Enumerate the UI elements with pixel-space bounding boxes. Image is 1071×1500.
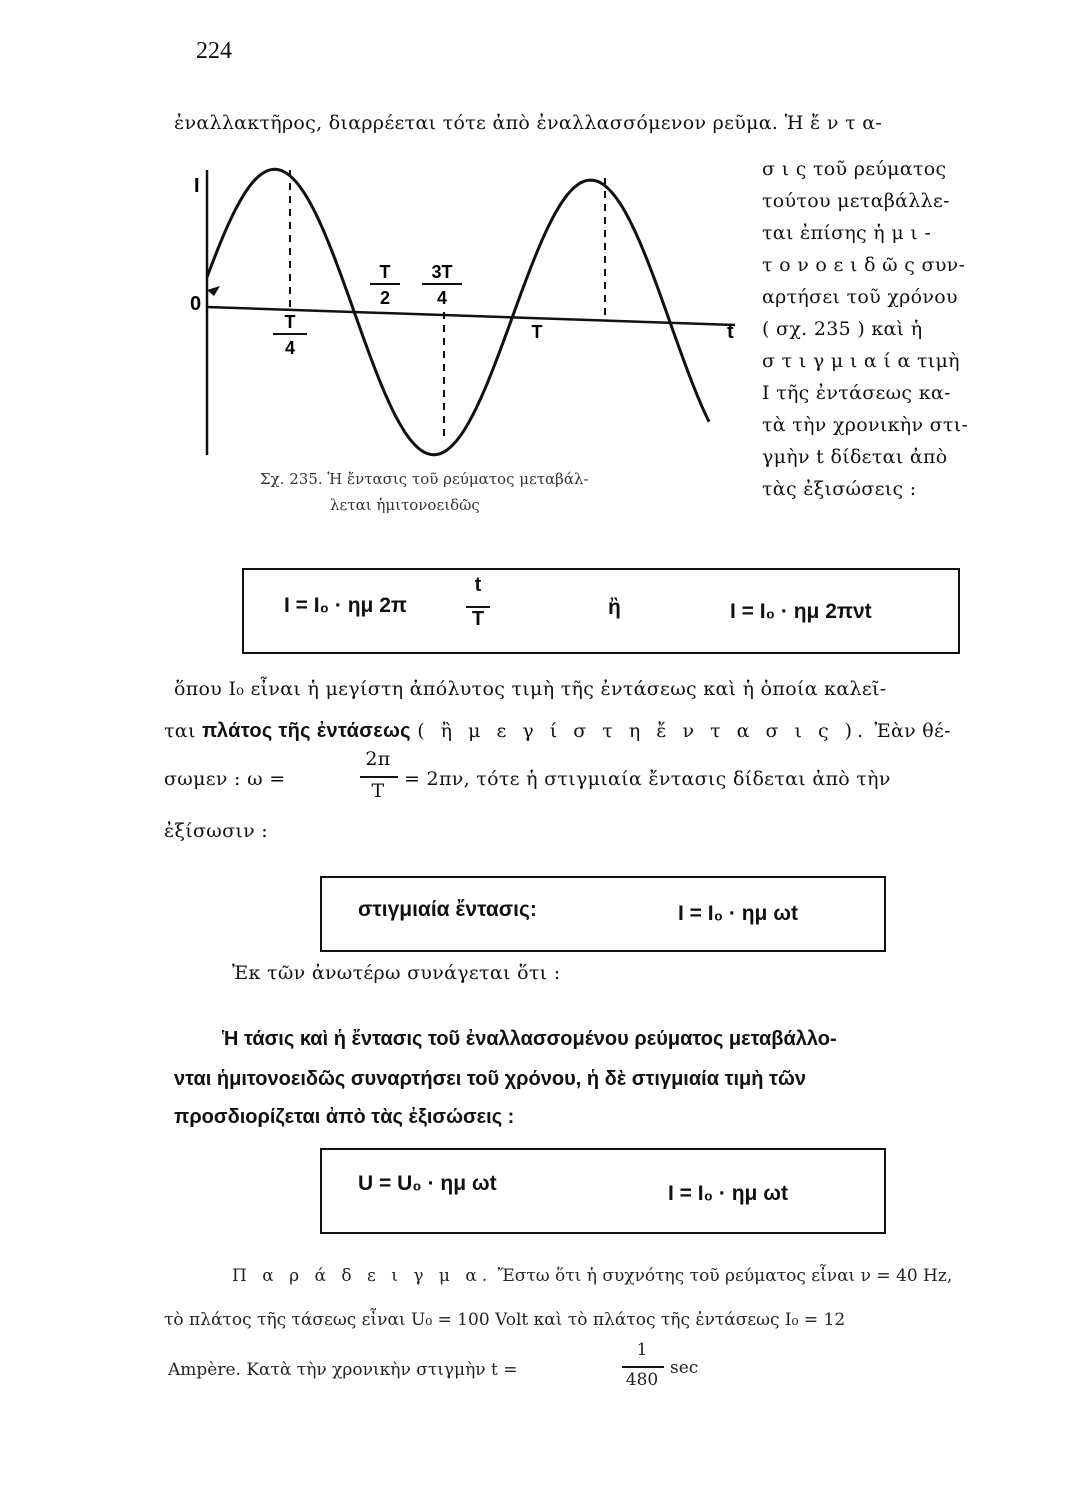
paragraph-line: γμὴν t δίδεται ἀπὸ: [762, 446, 948, 468]
spaced-term: ( ἢ μ ε γ ί σ τ η ἔ ν τ α σ ι ς ).: [417, 720, 869, 742]
paragraph-line: I τῆς ἐντάσεως κα-: [762, 382, 951, 404]
text-span: ται: [164, 720, 196, 742]
origin-arrow: [207, 286, 220, 296]
example-unit: sec: [670, 1358, 699, 1378]
formula-box-1: [242, 568, 960, 654]
paragraph-line-2: [164, 720, 1024, 743]
bold-paragraph-line: νται ἡμιτονοειδῶς συναρτήσει τοῦ χρόνου, ἡ δὲ στιγμιαία τιμὴ τῶν: [174, 1068, 807, 1090]
tick-label-T-quarter-num: T: [284, 312, 296, 332]
tick-label-T-half-num: T: [379, 262, 391, 282]
sine-wave-figure: [180, 150, 760, 470]
paragraph-line: αρτήσει τοῦ χρόνου: [762, 286, 958, 308]
paragraph-line: ται ἐπίσης ἡ μ ι -: [762, 222, 932, 244]
formula-1-right: I = I₀ · ημ 2πνt: [730, 600, 872, 623]
omega-frac-num: 2π: [365, 748, 391, 770]
text-span: Ἐὰν θέ-: [874, 720, 951, 742]
example-line-2: τὸ πλάτος τῆς τάσεως εἶναι U₀ = 100 Volt καὶ τὸ πλάτος τῆς ἐντάσεως I₀ = 12: [164, 1310, 846, 1330]
paragraph-line: ἐναλλακτῆρος, διαρρέεται τότε ἀπὸ ἐναλλασσόμενον ρεῦμα. Ἡ ἔ ν τ α-: [174, 112, 883, 134]
fraction-denominator: T: [471, 608, 485, 630]
formula-3-right: I = I₀ · ημ ωt: [668, 1182, 788, 1205]
formula-1-or: ἢ: [608, 596, 621, 619]
paragraph-line: τ ο ν ο ε ι δ ῶ ς συν-: [762, 254, 966, 276]
paragraph-line-3-suffix: = 2πν, τότε ἡ στιγμιαία ἔντασις δίδεται ἀπὸ τὴν: [404, 768, 891, 790]
y-axis-label: I: [194, 175, 200, 197]
paragraph-line: σ ι ς τοῦ ρεύματος: [762, 158, 947, 180]
figure-caption-line2: λεται ἡμιτονοειδῶς: [330, 496, 480, 514]
paragraph-line-3-prefix: σωμεν : ω =: [164, 768, 286, 790]
conclusion-intro: Ἐκ τῶν ἀνωτέρω συνάγεται ὅτι :: [232, 962, 561, 984]
figure-caption-line1: Σχ. 235. Ἡ ἔντασις τοῦ ρεύματος μεταβάλ-: [260, 470, 589, 488]
tick-label-T: T: [531, 322, 543, 342]
example-line-1: [232, 1266, 952, 1286]
tick-label-3T-quarter-den: 4: [436, 288, 448, 308]
tick-label-3T-quarter-num: 3T: [431, 262, 453, 282]
paragraph-line: ( σχ. 235 ) καὶ ἡ: [762, 318, 923, 340]
formula-3-left: U = U₀ · ημ ωt: [358, 1172, 497, 1195]
right-column-text: [762, 158, 968, 510]
paragraph-line: τὰ τὴν χρονικὴν στι-: [762, 414, 969, 436]
time-frac-den: 480: [625, 1370, 659, 1390]
t-axis-label: t: [727, 321, 734, 343]
fraction-numerator: t: [474, 574, 482, 596]
page-number: 224: [196, 38, 232, 64]
tick-label-T-quarter-den: 4: [284, 338, 296, 358]
paragraph-line: ἐξίσωσιν :: [164, 820, 268, 842]
formula-box-3: [320, 1148, 886, 1234]
origin-label: 0: [190, 293, 202, 315]
formula-2-label: στιγμιαία ἔντασις:: [358, 898, 537, 921]
paragraph-line: ὅπου I₀ εἶναι ἡ μεγίστη ἀπόλυτος τιμὴ τῆς ἐντάσεως καὶ ἡ ὁποία καλεῖ-: [174, 678, 887, 700]
formula-1-fraction: [466, 574, 490, 597]
tick-label-T-half-den: 2: [379, 288, 391, 308]
paragraph-line: τὰς ἐξισώσεις :: [762, 478, 917, 500]
example-heading: Π α ρ ά δ ε ι γ μ α.: [232, 1266, 493, 1286]
fraction-bar: [360, 776, 398, 778]
bold-paragraph-line: προσδιορίζεται ἀπὸ τὰς ἐξισώσεις :: [174, 1106, 515, 1128]
fraction-bar: [622, 1366, 664, 1368]
formula-box-2: [320, 876, 886, 952]
bold-paragraph-line: Ἡ τάσις καὶ ἡ ἔντασις τοῦ ἐναλλασσομένου ρεύματος μεταβάλλο-: [222, 1028, 837, 1050]
example-line-3-prefix: Ampère. Κατὰ τὴν χρονικὴν στιγμὴν t =: [168, 1360, 518, 1380]
formula-1-fraction-den: [466, 608, 490, 631]
paragraph-line: τούτου μεταβάλλε-: [762, 190, 950, 212]
text-span: Ἔστω ὅτι ἡ συχνότης τοῦ ρεύματος εἶναι ν = 40 Hz,: [497, 1266, 953, 1286]
formula-1-left: I = I₀ · ημ 2π: [284, 594, 407, 617]
time-frac-num: 1: [636, 1340, 648, 1360]
sine-curve: [207, 169, 709, 454]
formula-2-expr: I = I₀ · ημ ωt: [678, 902, 798, 925]
omega-frac-den: T: [371, 780, 385, 802]
paragraph-line: σ τ ι γ μ ι α ί α τιμὴ: [762, 350, 960, 372]
bold-term: πλάτος τῆς ἐντάσεως: [202, 720, 411, 742]
